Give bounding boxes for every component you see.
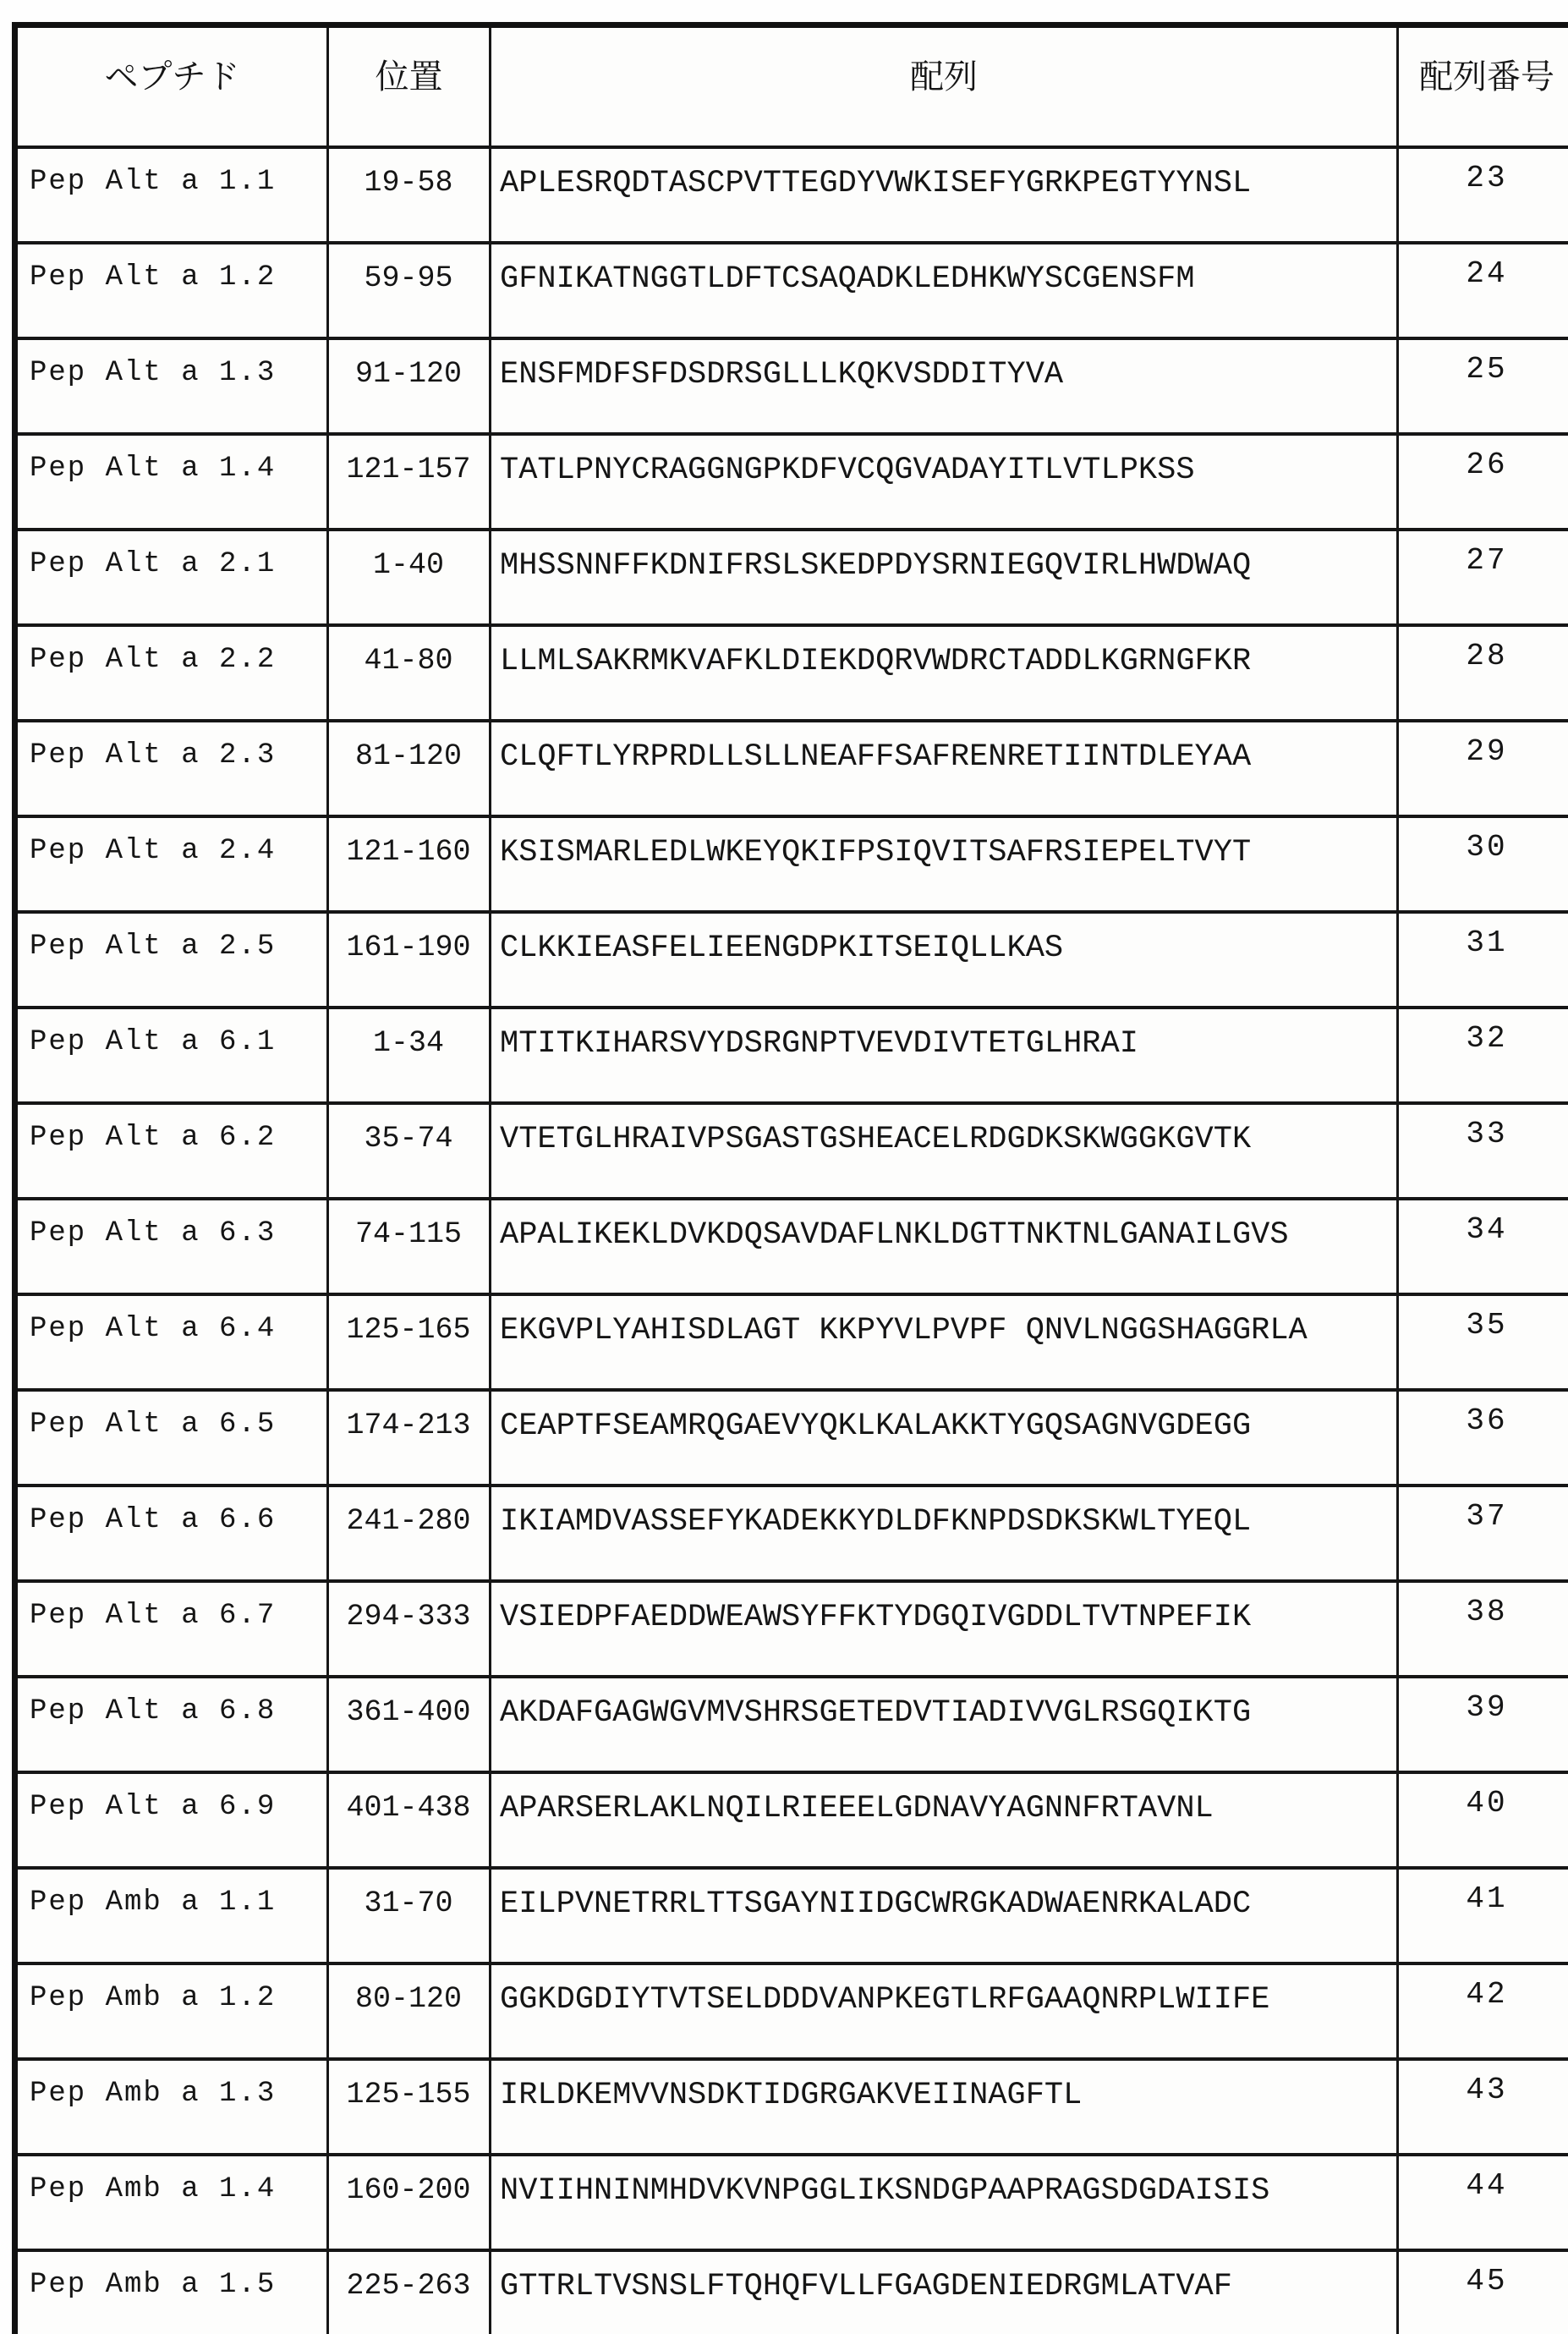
header-row	[15, 25, 1568, 148]
table-row	[15, 243, 1568, 338]
seq-id-cell: 25	[1398, 338, 1568, 434]
table-row	[15, 1772, 1568, 1868]
sequence-cell: KSISMARLEDLWKEYQKIFPSIQVITSAFRSIEPELTVYT	[491, 816, 1398, 912]
table-row	[15, 338, 1568, 434]
seq-id-cell: 37	[1398, 1486, 1568, 1581]
table-row	[15, 530, 1568, 625]
position-cell: 91-120	[328, 338, 491, 434]
peptide-cell: Pep Alt a 2.5	[15, 912, 328, 1008]
table-row	[15, 1486, 1568, 1581]
seq-id-cell: 29	[1398, 721, 1568, 816]
sequence-cell: CLKKIEASFELIEENGDPKITSEIQLLKAS	[491, 912, 1398, 1008]
table-header	[15, 25, 1568, 148]
position-cell: 294-333	[328, 1581, 491, 1677]
position-cell: 125-155	[328, 2059, 491, 2155]
peptide-sequence-table	[12, 22, 1568, 2334]
position-cell: 41-80	[328, 625, 491, 721]
seq-id-cell: 24	[1398, 243, 1568, 338]
table-row	[15, 1103, 1568, 1199]
table-row	[15, 2059, 1568, 2155]
position-cell: 174-213	[328, 1390, 491, 1486]
table-row	[15, 625, 1568, 721]
peptide-cell: Pep Alt a 2.1	[15, 530, 328, 625]
peptide-cell: Pep Alt a 6.1	[15, 1008, 328, 1103]
seq-id-cell: 40	[1398, 1772, 1568, 1868]
seq-id-cell: 28	[1398, 625, 1568, 721]
seq-id-cell: 34	[1398, 1199, 1568, 1294]
sequence-cell: TATLPNYCRAGGNGPKDFVCQGVADAYITLVTLPKSS	[491, 434, 1398, 530]
seq-id-cell: 45	[1398, 2250, 1568, 2334]
sequence-cell: GFNIKATNGGTLDFTCSAQADKLEDHKWYSCGENSFM	[491, 243, 1398, 338]
peptide-cell: Pep Alt a 1.1	[15, 147, 328, 243]
peptide-cell: Pep Alt a 6.4	[15, 1294, 328, 1390]
sequence-cell: AKDAFGAGWGVMVSHRSGETEDVTIADIVVGLRSGQIKTG	[491, 1677, 1398, 1772]
sequence-cell: IRLDKEMVVNSDKTIDGRGAKVEIINAGFTL	[491, 2059, 1398, 2155]
table-row	[15, 147, 1568, 243]
seq-id-cell: 42	[1398, 1963, 1568, 2059]
table-row	[15, 1677, 1568, 1772]
table-row	[15, 1294, 1568, 1390]
position-cell: 361-400	[328, 1677, 491, 1772]
peptide-cell: Pep Alt a 6.3	[15, 1199, 328, 1294]
seq-id-cell: 31	[1398, 912, 1568, 1008]
sequence-cell: APARSERLAKLNQILRIEEELGDNAVYAGNNFRTAVNL	[491, 1772, 1398, 1868]
seq-id-cell: 44	[1398, 2155, 1568, 2250]
position-cell: 225-263	[328, 2250, 491, 2334]
seq-id-cell: 38	[1398, 1581, 1568, 1677]
position-cell: 81-120	[328, 721, 491, 816]
table-row	[15, 1581, 1568, 1677]
column-header-sequence: 配列	[491, 25, 1398, 148]
position-cell: 74-115	[328, 1199, 491, 1294]
table-row	[15, 912, 1568, 1008]
position-cell: 80-120	[328, 1963, 491, 2059]
sequence-cell: APLESRQDTASCPVTTEGDYVWKISEFYGRKPEGTYYNSL	[491, 147, 1398, 243]
position-cell: 401-438	[328, 1772, 491, 1868]
seq-id-cell: 35	[1398, 1294, 1568, 1390]
peptide-cell: Pep Alt a 6.8	[15, 1677, 328, 1772]
sequence-cell: VSIEDPFAEDDWEAWSYFFKTYDGQIVGDDLTVTNPEFIK	[491, 1581, 1398, 1677]
table-row	[15, 2155, 1568, 2250]
peptide-cell: Pep Alt a 1.4	[15, 434, 328, 530]
peptide-cell: Pep Alt a 6.7	[15, 1581, 328, 1677]
peptide-cell: Pep Alt a 6.5	[15, 1390, 328, 1486]
position-cell: 19-58	[328, 147, 491, 243]
table-row	[15, 721, 1568, 816]
sequence-cell: ENSFMDFSFDSDRSGLLLKQKVSDDITYVA	[491, 338, 1398, 434]
position-cell: 161-190	[328, 912, 491, 1008]
position-cell: 59-95	[328, 243, 491, 338]
peptide-cell: Pep Amb a 1.3	[15, 2059, 328, 2155]
position-cell: 241-280	[328, 1486, 491, 1581]
peptide-cell: Pep Alt a 6.9	[15, 1772, 328, 1868]
peptide-cell: Pep Amb a 1.1	[15, 1868, 328, 1963]
position-cell: 121-157	[328, 434, 491, 530]
table-row	[15, 1963, 1568, 2059]
peptide-cell: Pep Amb a 1.5	[15, 2250, 328, 2334]
position-cell: 125-165	[328, 1294, 491, 1390]
sequence-cell: GGKDGDIYTVTSELDDDVANPKEGTLRFGAAQNRPLWIIFE	[491, 1963, 1398, 2059]
sequence-cell: NVIIHNINMHDVKVNPGGLIKSNDGPAAPRAGSDGDAISIS	[491, 2155, 1398, 2250]
position-cell: 160-200	[328, 2155, 491, 2250]
column-header-seq-id: 配列番号	[1398, 25, 1568, 148]
sequence-cell: IKIAMDVASSEFYKADEKKYDLDFKNPDSDKSKWLTYEQL	[491, 1486, 1398, 1581]
peptide-cell: Pep Amb a 1.2	[15, 1963, 328, 2059]
seq-id-cell: 27	[1398, 530, 1568, 625]
sequence-cell: MHSSNNFFKDNIFRSLSKEDPDYSRNIEGQVIRLHWDWAQ	[491, 530, 1398, 625]
table-row	[15, 1390, 1568, 1486]
sequence-cell: LLMLSAKRMKVAFKLDIEKDQRVWDRCTADDLKGRNGFKR	[491, 625, 1398, 721]
peptide-cell: Pep Alt a 6.6	[15, 1486, 328, 1581]
sequence-cell: MTITKIHARSVYDSRGNPTVEVDIVTETGLHRAI	[491, 1008, 1398, 1103]
column-header-position: 位置	[328, 25, 491, 148]
table-row	[15, 1008, 1568, 1103]
seq-id-cell: 23	[1398, 147, 1568, 243]
table-row	[15, 2250, 1568, 2334]
peptide-cell: Pep Alt a 6.2	[15, 1103, 328, 1199]
sequence-cell: CEAPTFSEAMRQGAEVYQKLKALAKKTYGQSAGNVGDEGG	[491, 1390, 1398, 1486]
seq-id-cell: 41	[1398, 1868, 1568, 1963]
seq-id-cell: 39	[1398, 1677, 1568, 1772]
table-row	[15, 1868, 1568, 1963]
column-header-peptide: ペプチド	[15, 25, 328, 148]
position-cell: 1-34	[328, 1008, 491, 1103]
peptide-cell: Pep Alt a 2.3	[15, 721, 328, 816]
table-body	[15, 147, 1568, 2334]
table-row	[15, 816, 1568, 912]
peptide-cell: Pep Alt a 1.3	[15, 338, 328, 434]
seq-id-cell: 26	[1398, 434, 1568, 530]
seq-id-cell: 32	[1398, 1008, 1568, 1103]
sequence-cell: APALIKEKLDVKDQSAVDAFLNKLDGTTNKTNLGANAILGVS	[491, 1199, 1398, 1294]
table-row	[15, 434, 1568, 530]
position-cell: 31-70	[328, 1868, 491, 1963]
sequence-cell: EKGVPLYAHISDLAGT KKPYVLPVPF QNVLNGGSHAGGRLA	[491, 1294, 1398, 1390]
position-cell: 1-40	[328, 530, 491, 625]
peptide-cell: Pep Alt a 1.2	[15, 243, 328, 338]
seq-id-cell: 30	[1398, 816, 1568, 912]
peptide-cell: Pep Amb a 1.4	[15, 2155, 328, 2250]
position-cell: 121-160	[328, 816, 491, 912]
sequence-cell: VTETGLHRAIVPSGASTGSHEACELRDGDKSKWGGKGVTK	[491, 1103, 1398, 1199]
seq-id-cell: 43	[1398, 2059, 1568, 2155]
sequence-cell: GTTRLTVSNSLFTQHQFVLLFGAGDENIEDRGMLATVAF	[491, 2250, 1398, 2334]
position-cell: 35-74	[328, 1103, 491, 1199]
peptide-cell: Pep Alt a 2.2	[15, 625, 328, 721]
seq-id-cell: 36	[1398, 1390, 1568, 1486]
peptide-cell: Pep Alt a 2.4	[15, 816, 328, 912]
sequence-cell: EILPVNETRRLTTSGAYNIIDGCWRGKADWAENRKALADC	[491, 1868, 1398, 1963]
table-row	[15, 1199, 1568, 1294]
sequence-cell: CLQFTLYRPRDLLSLLNEAFFSAFRENRETIINTDLEYAA	[491, 721, 1398, 816]
seq-id-cell: 33	[1398, 1103, 1568, 1199]
